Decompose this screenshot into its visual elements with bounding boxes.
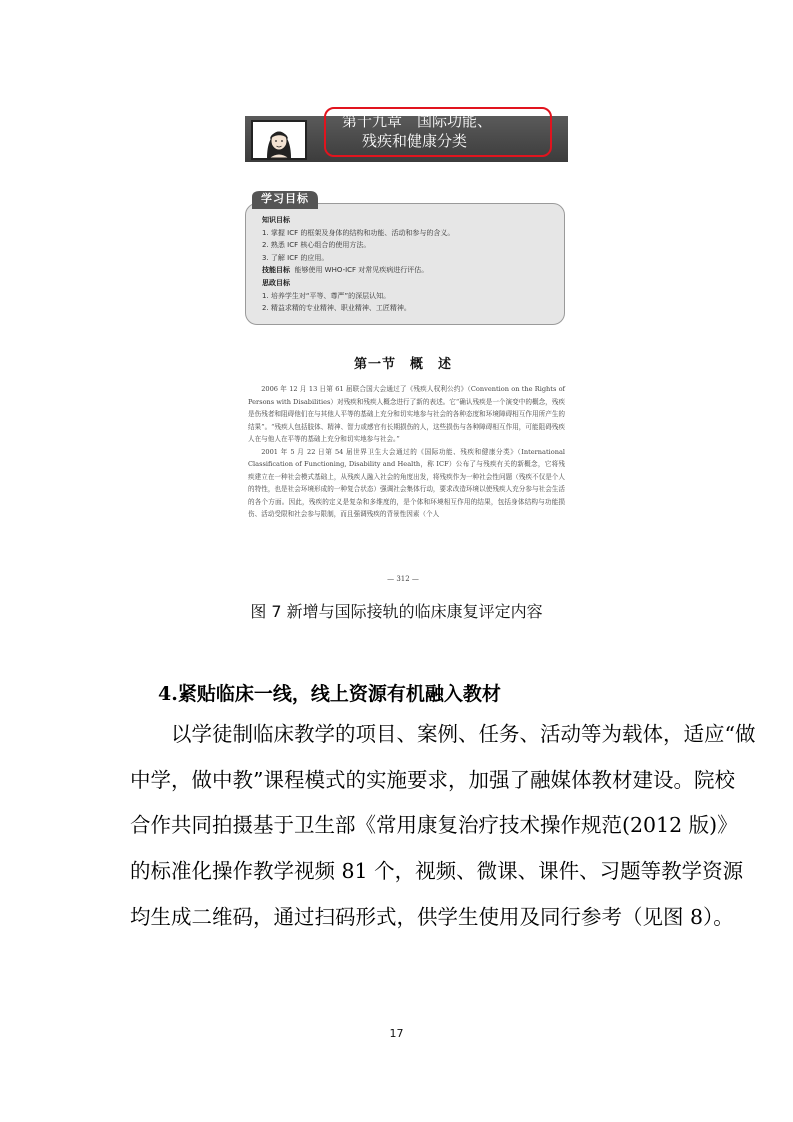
learning-goals-box <box>245 203 565 325</box>
ideology-goal-item: 1. 培养学生对“平等、尊严”的深层认知。 <box>262 291 391 300</box>
book-paragraph: 2006 年 12 月 13 日第 61 届联合国大会通过了《残疾人权利公约》（Convention on the Rights of Persons with Disabilities）对残疾和残疾人概念进行了新的表述。它“确认残疾是一个演变中的概念，残疾是伤残者和阻碍他们在与其他人平等的基础上充分和切实地参与社会的各种态度和环境障碍相互作用所产生的结果”。“残疾人包括肢体、精神、智力或感官有长期损伤的人，这些损伤与各种障碍相互作用，可能阻碍残疾人在与他人在平等的基础上充分和切实地参与社会。” <box>248 385 565 443</box>
chapter-title-line1: 第十九章 国际功能、 <box>342 112 493 130</box>
body-paragraph <box>130 712 756 941</box>
teacher-avatar-icon <box>253 122 305 158</box>
figure-caption: 图 7 新增与国际接轨的临床康复评定内容 <box>250 602 543 621</box>
book-paragraph: 2001 年 5 月 22 日第 54 届世界卫生大会通过的《国际功能、残疾和健康分类》（International Classification of Functioning, Disability and Health，称 ICF）公布了与残疾有关的新概念，它将残疾建立在一种社会模式基础上，从残疾人融入社会的角度出发，将残疾作为一种社会性问题（残疾不仅是个人的特性，也是社会环境形成的一种复合状态）强调社会集体行动，要求改造环境以使残疾人充分参与社会生活的各个方面。因此，残疾的定义是复杂和多维度的，是个体和环境相互作用的结果，包括身体结构与功能损伤、活动受限和社会参与限制，而且强调残疾的背景性因素（个人 <box>248 447 565 518</box>
body-line: 中学，做中教”课程模式的实施要求，加强了融媒体教材建设。院校 <box>130 767 735 792</box>
body-line: 的标准化操作教学视频 81 个，视频、微课、课件、习题等教学资源 <box>130 859 744 884</box>
avatar <box>251 120 307 160</box>
page-number: 17 <box>389 1027 404 1040</box>
ideology-goal-item: 2. 精益求精的专业精神、职业精神、工匠精神。 <box>262 304 411 313</box>
book-page-number: — 312 — <box>387 575 419 583</box>
body-line: 合作共同拍摄基于卫生部《常用康复治疗技术操作规范(2012 版)》 <box>130 813 738 838</box>
learning-goals-label: 学习目标 <box>261 192 309 205</box>
section-heading: 4.紧贴临床一线，线上资源有机融入教材 <box>158 683 501 705</box>
chapter-title-line2: 残疾和健康分类 <box>362 132 468 150</box>
ideology-goals-heading: 思政目标 <box>262 278 290 287</box>
knowledge-goal-item: 1. 掌握 ICF 的框架及身体的结构和功能、活动和参与的含义。 <box>262 228 455 237</box>
skill-goal-text: 能够使用 WHO-ICF 对常见疾病进行评估。 <box>294 266 429 275</box>
learning-goals-tab <box>250 189 320 213</box>
knowledge-goal-item: 2. 熟悉 ICF 核心组合的使用方法。 <box>262 241 371 250</box>
chapter-title-highlight <box>324 107 552 157</box>
body-line: 均生成二维码，通过扫码形式，供学生使用及同行参考（见图 8）。 <box>130 904 734 929</box>
skill-goal-row <box>262 264 554 277</box>
knowledge-goal-item: 3. 了解 ICF 的应用。 <box>262 253 329 262</box>
body-line: 以学徒制临床教学的项目、案例、任务、活动等为载体，适应“做 <box>130 722 756 746</box>
skill-goals-heading: 技能目标 <box>262 266 290 275</box>
book-body-text <box>248 383 565 521</box>
section-title: 第一节 概 述 <box>353 357 452 372</box>
knowledge-goals-heading: 知识目标 <box>262 216 290 224</box>
textbook-figure <box>238 100 568 590</box>
